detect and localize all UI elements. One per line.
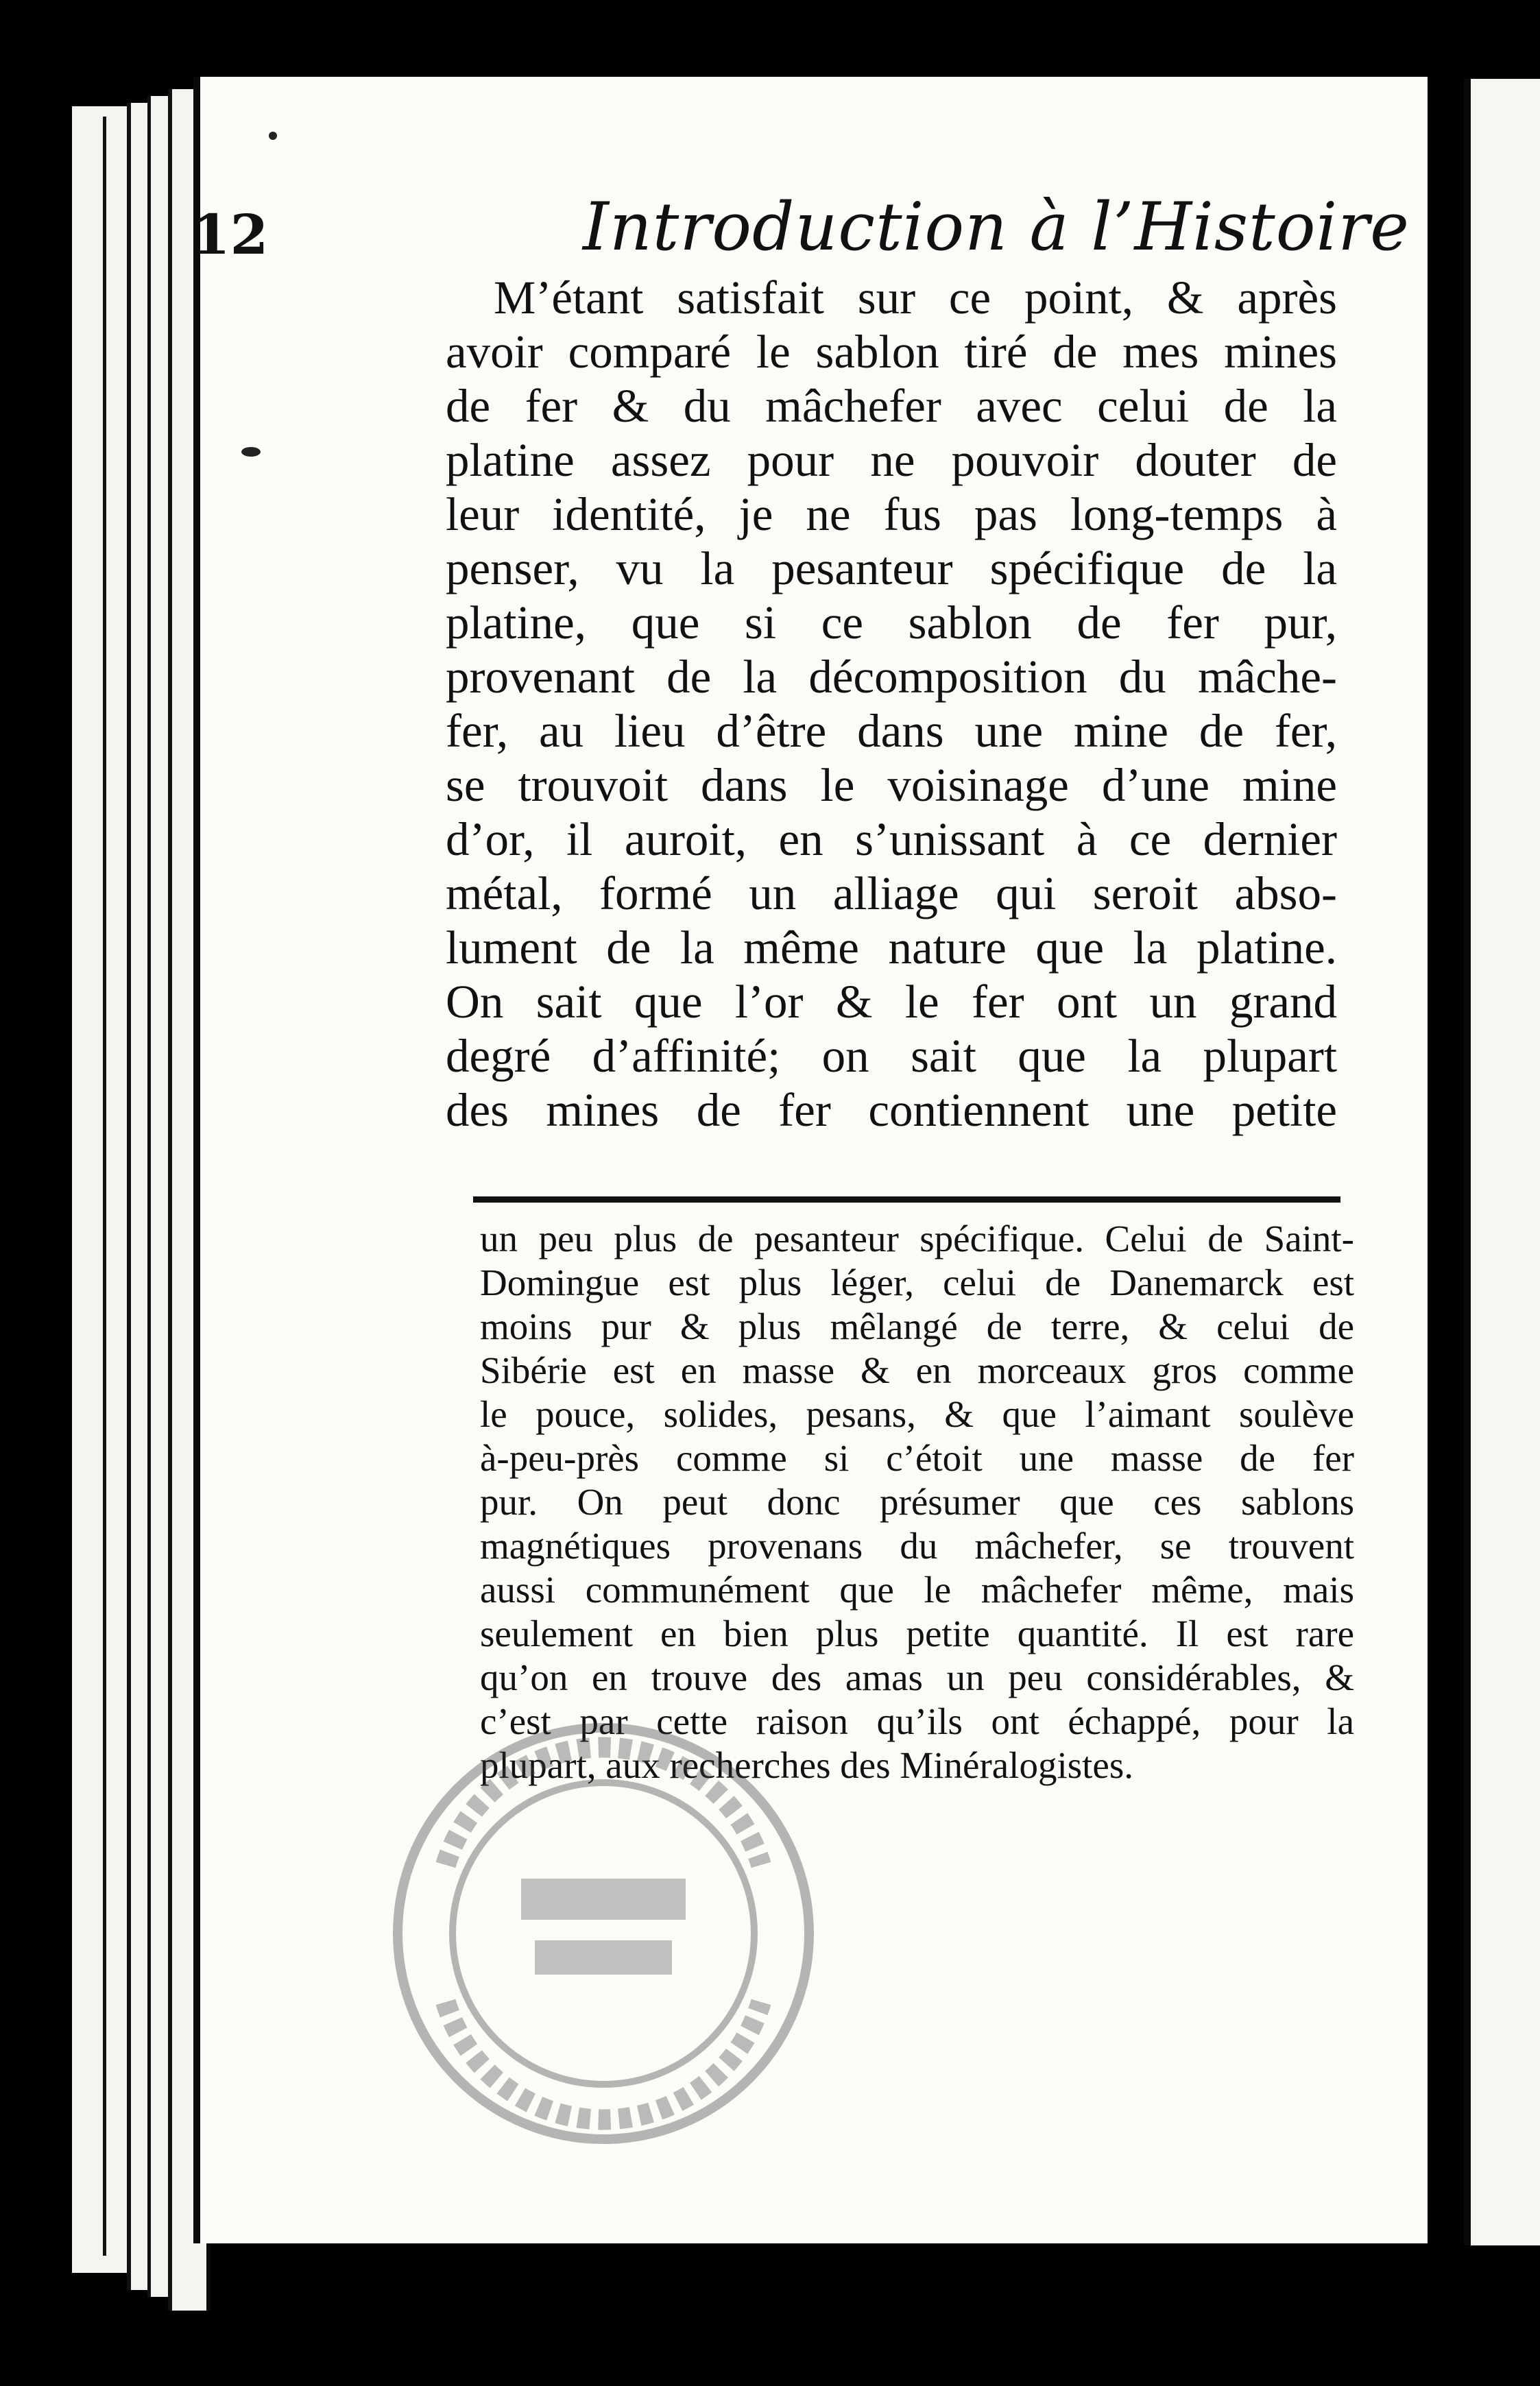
text-line: se trouvoit dans le voisinage d’une mine — [446, 759, 1337, 811]
footnote-rule — [473, 1196, 1340, 1203]
text-line: de fer & du mâchefer avec celui de la — [446, 380, 1337, 432]
text-line: provenant de la décomposition du mâche- — [446, 651, 1337, 703]
footnote-line: Domingue est plus léger, celui de Danemarck est — [480, 1262, 1354, 1303]
text-line: fer, au lieu d’être dans une mine de fer, — [446, 705, 1337, 757]
footnote-line: aussi communément que le mâchefer même, mais — [480, 1569, 1354, 1611]
footnote-line: un peu plus de pesanteur spécifique. Celui de Saint- — [480, 1218, 1354, 1260]
text-line: des mines de fer contiennent une petite — [446, 1084, 1337, 1136]
running-title: Introduction à l’Histoire — [583, 189, 1410, 265]
text-line: penser, vu la pesanteur spécifique de la — [446, 542, 1337, 594]
footnote-line: magnétiques provenans du mâchefer, se trouvent — [480, 1525, 1354, 1567]
footnote-block — [480, 1217, 1354, 1787]
ink-spot — [269, 132, 277, 140]
text-line: platine assez pour ne pouvoir douter de — [446, 434, 1337, 486]
footnote-line: moins pur & plus mêlangé de terre, & celui de — [480, 1305, 1354, 1347]
text-line: avoir comparé le sablon tiré de mes mines — [446, 326, 1337, 378]
text-line: d’or, il auroit, en s’unissant à ce dernier — [446, 813, 1337, 865]
text-line: platine, que si ce sablon de fer pur, — [446, 596, 1337, 649]
footnote-line: qu’on en trouve des amas un peu considérables, & — [480, 1656, 1354, 1698]
text-line: M’étant satisfait sur ce point, & après — [494, 272, 1337, 324]
footnote-line: pur. On peut donc présumer que ces sablons — [480, 1481, 1354, 1523]
footnote-line: le pouce, solides, pesans, & que l’aimant soulève — [480, 1393, 1354, 1435]
text-line: métal, formé un alliage qui seroit abso- — [446, 867, 1337, 919]
footnote-line: à-peu-près comme si c’étoit une masse de fer — [480, 1437, 1354, 1479]
footnote-line: plupart, aux recherches des Minéralogistes. — [480, 1744, 1133, 1786]
main-text-block — [446, 271, 1337, 1137]
library-stamp-icon — [384, 1714, 823, 2153]
footnote-line: Sibérie est en masse & en morceaux gros comme — [480, 1349, 1354, 1391]
text-line: lument de la même nature que la platine. — [446, 921, 1337, 974]
page-number: 12 — [192, 202, 269, 267]
footnote-line: seulement en bien plus petite quantité. Il est rare — [480, 1613, 1354, 1654]
ink-spot — [241, 447, 261, 457]
text-line: degré d’affinité; on sait que la plupart — [446, 1030, 1337, 1082]
text-line: On sait que l’or & le fer ont un grand — [446, 976, 1337, 1028]
text-line: leur identité, je ne fus pas long-temps à — [446, 488, 1337, 540]
adjacent-page-edge — [1464, 79, 1540, 2245]
footnote-line: c’est par cette raison qu’ils ont échappé, pour la — [480, 1700, 1354, 1742]
